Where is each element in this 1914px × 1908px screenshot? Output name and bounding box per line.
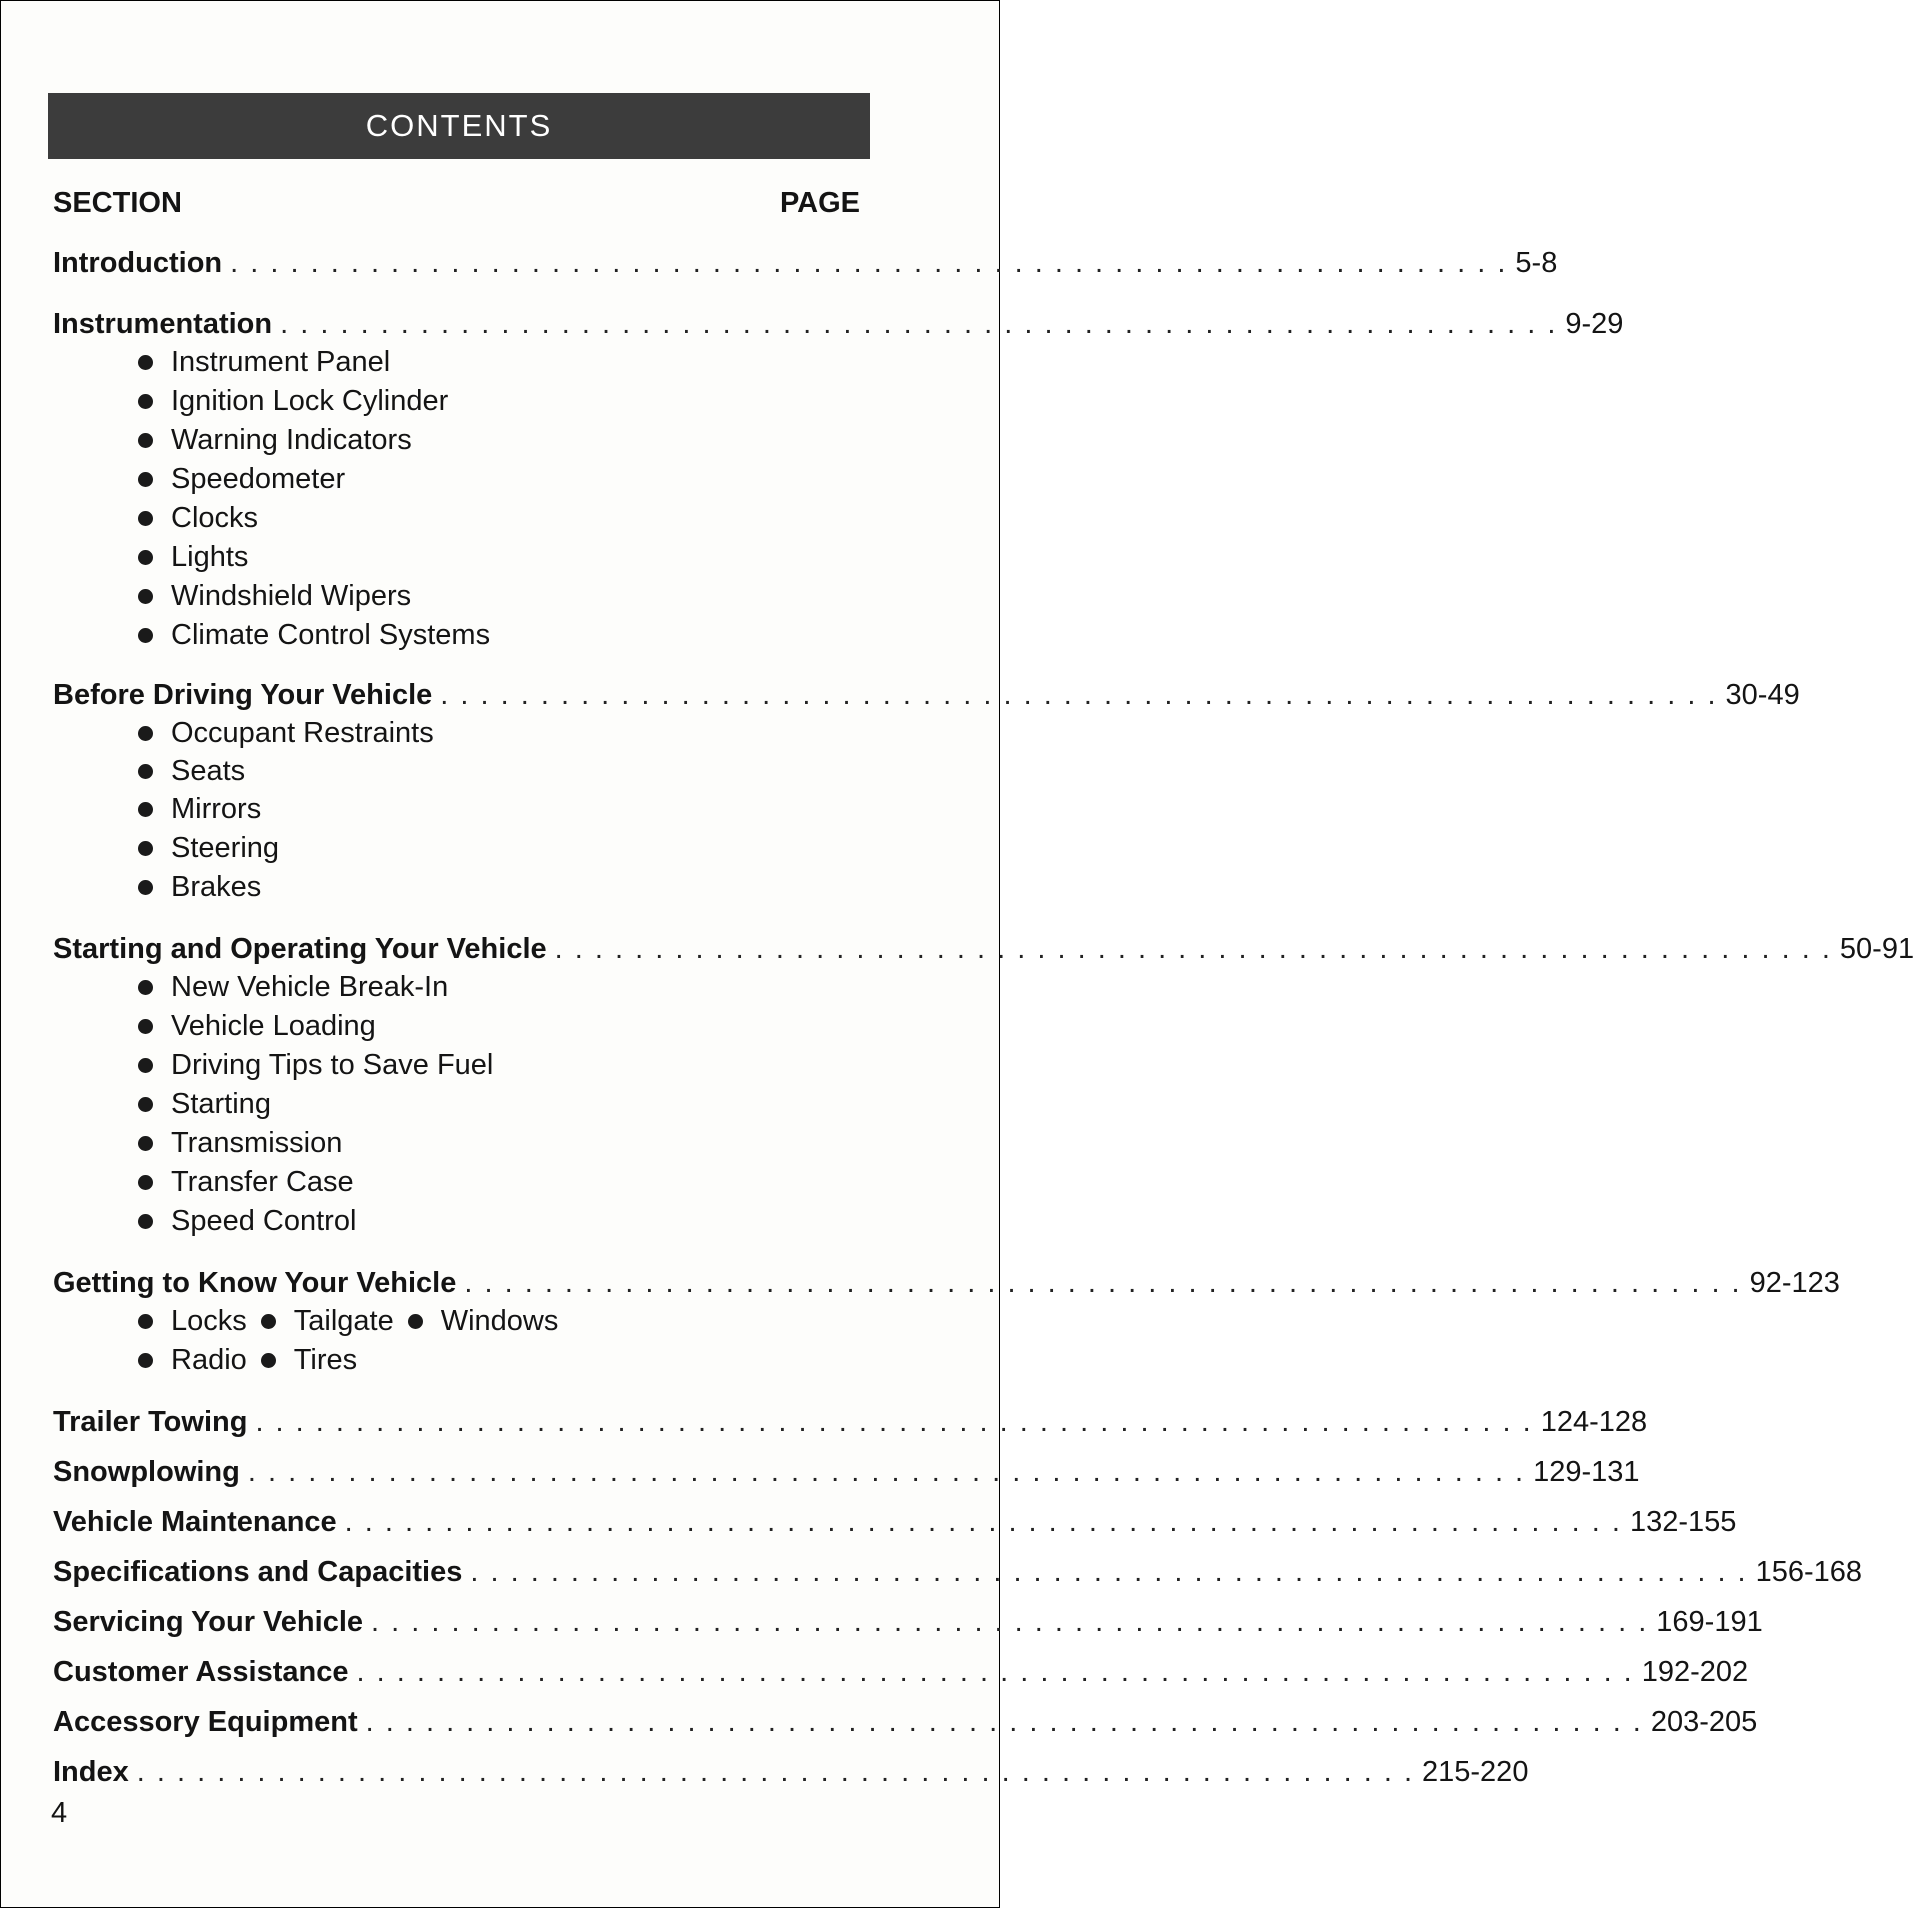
subtopic-item: Brakes	[138, 868, 275, 907]
page-range: 132-155	[1629, 1506, 1737, 1538]
subtopic-item: Mirrors	[138, 790, 275, 829]
section-title: Customer Assistance	[53, 1656, 349, 1688]
bullet-icon	[138, 511, 153, 526]
subtopic-item: Transfer Case	[138, 1163, 368, 1202]
toc-entry-introduction[interactable]	[53, 243, 1558, 283]
subtopic-item: New Vehicle Break-In	[138, 968, 462, 1007]
dot-leader: . . . . . . . . . . . . . . . . . . . . . . . . . . . . . . . . . . . . . . . . . . . . . . . . . . . . . . . . . . . . . . . .	[464, 1267, 1742, 1299]
toc-entry-getting-to-know[interactable]	[53, 1263, 1840, 1303]
section-title: Snowplowing	[53, 1456, 240, 1488]
subtopic-item: Steering	[138, 829, 293, 868]
subtopic-item: Climate Control Systems	[138, 616, 504, 655]
page-range: 203-205	[1650, 1706, 1758, 1738]
section-title: Vehicle Maintenance	[53, 1506, 337, 1538]
dot-leader: . . . . . . . . . . . . . . . . . . . . . . . . . . . . . . . . . . . . . . . . . . . . . . . . . . . . . . . . . . . . . . . .	[470, 1556, 1748, 1588]
toc-entry-instrumentation[interactable]	[53, 304, 1624, 344]
subtopic-item: Driving Tips to Save Fuel	[138, 1046, 507, 1085]
page-range: 5-8	[1515, 247, 1558, 279]
page-range: 156-168	[1755, 1556, 1863, 1588]
subtopic-item: Warning Indicators	[138, 421, 426, 460]
subtopic-item: Starting	[138, 1085, 285, 1124]
subtopic-item: Clocks	[138, 499, 272, 538]
section-title: Getting to Know Your Vehicle	[53, 1267, 457, 1299]
bullet-icon	[138, 802, 153, 817]
section-title: Specifications and Capacities	[53, 1556, 463, 1588]
bullet-icon	[138, 726, 153, 741]
bullet-icon	[138, 433, 153, 448]
dot-leader: . . . . . . . . . . . . . . . . . . . . . . . . . . . . . . . . . . . . . . . . . . . . . . . . . . . . . . . . . . . . . . . .	[247, 1456, 1526, 1488]
bullet-icon	[138, 472, 153, 487]
contents-banner	[48, 93, 870, 159]
page-range: 215-220	[1422, 1756, 1529, 1788]
section-title: Starting and Operating Your Vehicle	[53, 933, 547, 965]
bullet-icon	[138, 841, 153, 856]
page-range: 169-191	[1656, 1606, 1763, 1638]
contents-title: CONTENTS	[365, 108, 553, 143]
bullet-icon	[408, 1314, 423, 1329]
dot-leader: . . . . . . . . . . . . . . . . . . . . . . . . . . . . . . . . . . . . . . . . . . . . . . . . . . . . . . . . . . . . . . . .	[136, 1756, 1415, 1788]
page-range: 124-128	[1540, 1406, 1648, 1438]
bullet-icon	[138, 355, 153, 370]
section-title: Servicing Your Vehicle	[53, 1606, 364, 1638]
toc-entry-index[interactable]	[53, 1752, 1529, 1792]
page-range: 30-49	[1725, 679, 1800, 711]
bullet-icon	[138, 1019, 153, 1034]
page-range: 50-91	[1839, 933, 1914, 965]
page-number: 4	[51, 1797, 68, 1829]
dot-leader: . . . . . . . . . . . . . . . . . . . . . . . . . . . . . . . . . . . . . . . . . . . . . . . . . . . . . . . . . . . . . . . .	[344, 1506, 1622, 1538]
bullet-icon	[138, 550, 153, 565]
page-range: 129-131	[1533, 1456, 1640, 1488]
section-title: Instrumentation	[53, 308, 273, 340]
toc-entry-before-driving[interactable]	[53, 675, 1800, 715]
page-range: 92-123	[1749, 1267, 1840, 1299]
toc-entry-customer-assistance[interactable]	[53, 1652, 1749, 1692]
subtopic-item: Windshield Wipers	[138, 577, 425, 616]
toc-entry-vehicle-maintenance[interactable]	[53, 1502, 1737, 1542]
bullet-icon	[261, 1353, 276, 1368]
subtopic-item: Speed Control	[138, 1202, 370, 1241]
bullet-icon	[138, 880, 153, 895]
page-range: 192-202	[1641, 1656, 1749, 1688]
bullet-icon	[138, 1214, 153, 1229]
subtopic-line: Radio Tires	[138, 1341, 371, 1380]
bullet-icon	[138, 1097, 153, 1112]
subtopic-line: Locks Tailgate Windows	[138, 1302, 572, 1341]
dot-leader: . . . . . . . . . . . . . . . . . . . . . . . . . . . . . . . . . . . . . . . . . . . . . . . . . . . . . . . . . . . . . . . .	[255, 1406, 1533, 1438]
subtopic-item: Vehicle Loading	[138, 1007, 390, 1046]
dot-leader: . . . . . . . . . . . . . . . . . . . . . . . . . . . . . . . . . . . . . . . . . . . . . . . . . . . . . . . . . . . . . . . .	[440, 679, 1718, 711]
subtopic-item: Occupant Restraints	[138, 714, 448, 753]
bullet-icon	[138, 1136, 153, 1151]
dot-leader: . . . . . . . . . . . . . . . . . . . . . . . . . . . . . . . . . . . . . . . . . . . . . . . . . . . . . . . . . . . . . . . .	[371, 1606, 1649, 1638]
bullet-icon	[138, 980, 153, 995]
dot-leader: . . . . . . . . . . . . . . . . . . . . . . . . . . . . . . . . . . . . . . . . . . . . . . . . . . . . . . . . . . . . . . . .	[356, 1656, 1634, 1688]
toc-entry-snowplowing[interactable]	[53, 1452, 1640, 1492]
bullet-icon	[138, 628, 153, 643]
dot-leader: . . . . . . . . . . . . . . . . . . . . . . . . . . . . . . . . . . . . . . . . . . . . . . . . . . . . . . . . . . . . . . . .	[280, 308, 1558, 340]
bullet-icon	[138, 764, 153, 779]
subtopic-item: Lights	[138, 538, 262, 577]
page-column-header: PAGE	[779, 187, 860, 219]
bullet-icon	[138, 589, 153, 604]
subtopic-item: Seats	[138, 752, 259, 791]
dot-leader: . . . . . . . . . . . . . . . . . . . . . . . . . . . . . . . . . . . . . . . . . . . . . . . . . . . . . . . . . . . . . . . .	[554, 933, 1832, 965]
subtopic-item: Transmission	[138, 1124, 356, 1163]
subtopic-item: Speedometer	[138, 460, 359, 499]
page-range: 9-29	[1565, 308, 1624, 340]
section-title: Trailer Towing	[53, 1406, 248, 1438]
bullet-icon	[138, 1058, 153, 1073]
subtopic-item: Instrument Panel	[138, 343, 404, 382]
bullet-icon	[261, 1314, 276, 1329]
section-title: Introduction	[53, 247, 223, 279]
bullet-icon	[138, 1314, 153, 1329]
section-column-header: SECTION	[53, 187, 182, 219]
toc-entry-servicing[interactable]	[53, 1602, 1763, 1642]
bullet-icon	[138, 394, 153, 409]
toc-entry-starting-operating[interactable]	[53, 929, 1914, 969]
section-title: Before Driving Your Vehicle	[53, 679, 433, 711]
dot-leader: . . . . . . . . . . . . . . . . . . . . . . . . . . . . . . . . . . . . . . . . . . . . . . . . . . . . . . . . . . . . . . . .	[365, 1706, 1643, 1738]
section-title: Index	[53, 1756, 129, 1788]
toc-entry-specifications[interactable]	[53, 1552, 1863, 1592]
dot-leader: . . . . . . . . . . . . . . . . . . . . . . . . . . . . . . . . . . . . . . . . . . . . . . . . . . . . . . . . . . . . . . . .	[230, 247, 1508, 279]
bullet-icon	[138, 1353, 153, 1368]
section-title: Accessory Equipment	[53, 1706, 358, 1738]
toc-entry-trailer-towing[interactable]	[53, 1402, 1648, 1442]
subtopic-item: Ignition Lock Cylinder	[138, 382, 462, 421]
bullet-icon	[138, 1175, 153, 1190]
toc-entry-accessory-equipment[interactable]	[53, 1702, 1758, 1742]
